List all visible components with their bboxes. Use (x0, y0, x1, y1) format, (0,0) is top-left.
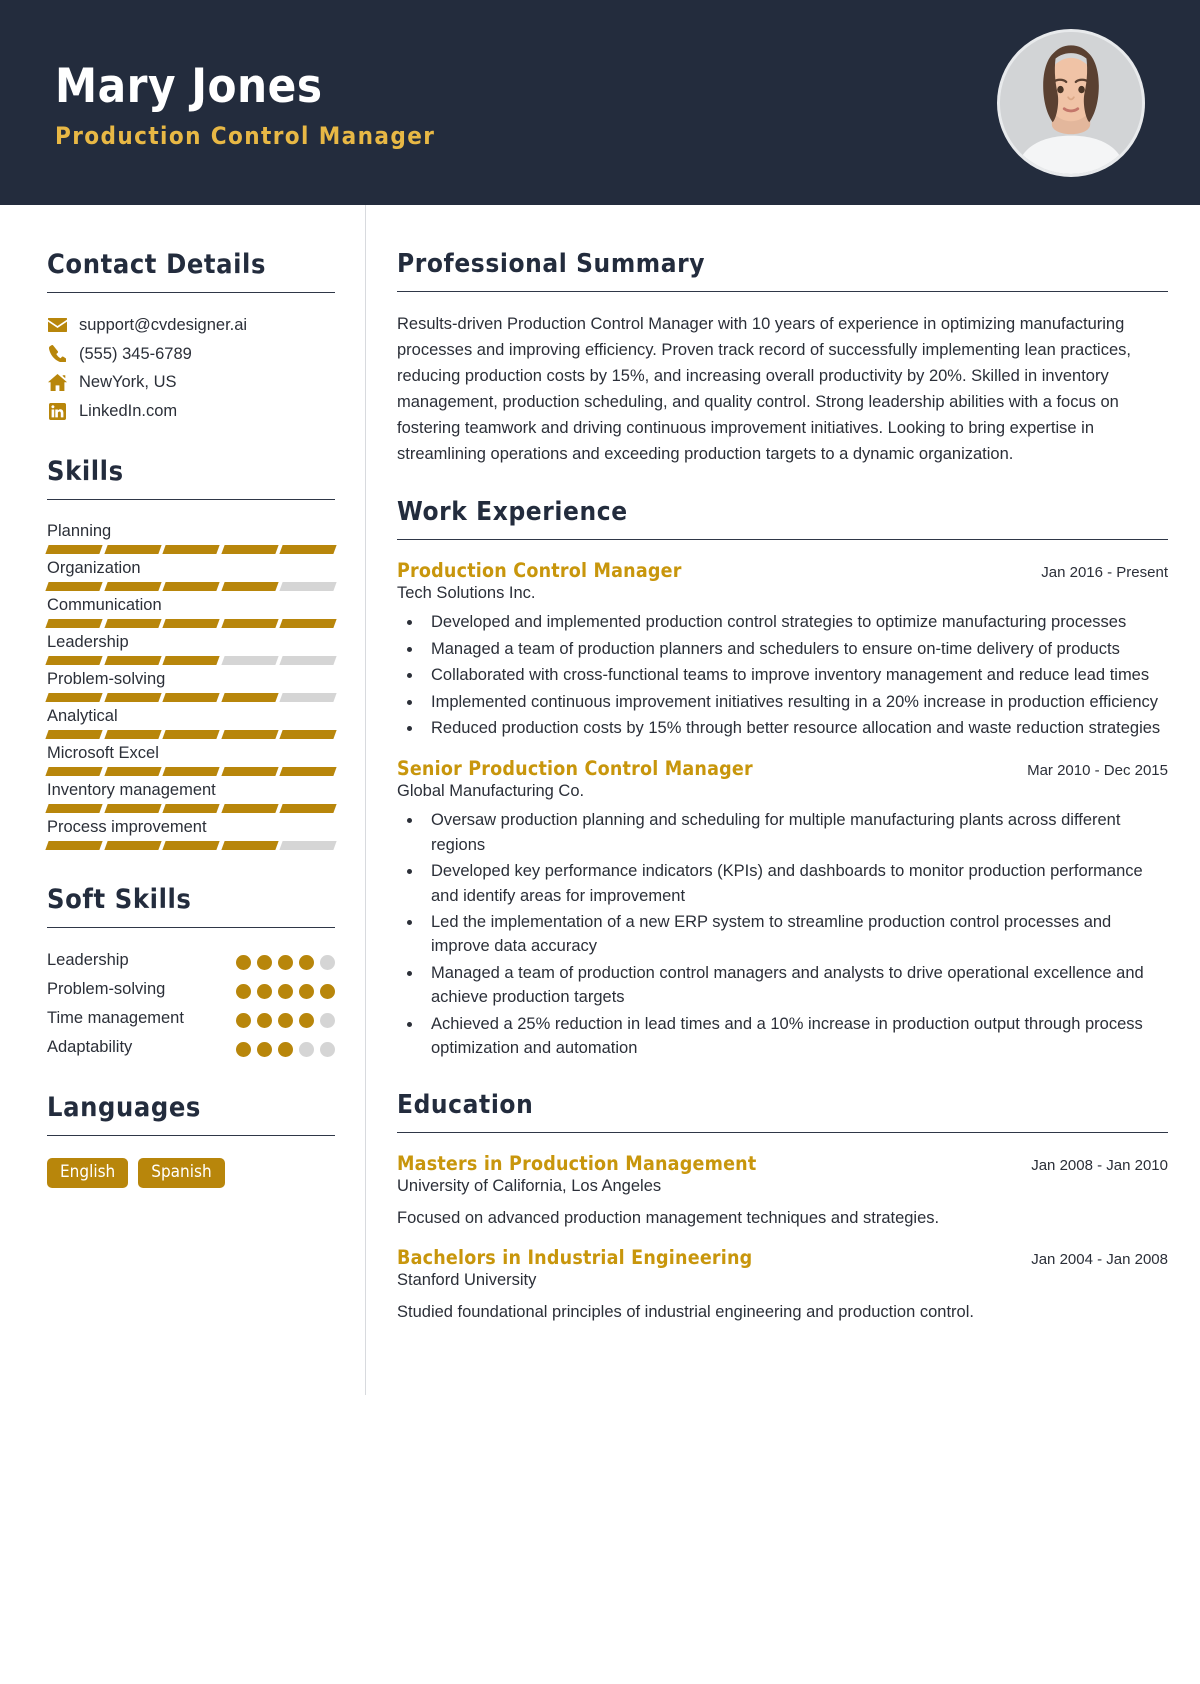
skill-segment (280, 619, 337, 628)
entry-bullet-list (423, 610, 1168, 740)
soft-skill-row (47, 950, 335, 971)
skill-segment (104, 767, 161, 776)
skill-segment (163, 619, 220, 628)
skill-level-bar (47, 767, 335, 776)
skill-segment (45, 767, 102, 776)
section-divider (47, 927, 335, 928)
entry-title: Senior Production Control Manager (397, 757, 753, 781)
rating-dot (278, 1013, 293, 1028)
skill-segment (163, 804, 220, 813)
entry-header (397, 1246, 1168, 1269)
entry-date: Jan 2016 - Present (1041, 564, 1168, 582)
experience-entry (397, 559, 1168, 740)
skill-segment (45, 693, 102, 702)
education-entry (397, 1246, 1168, 1325)
skill-segment (45, 619, 102, 628)
sidebar (0, 205, 365, 1395)
skill-segment (104, 619, 161, 628)
skill-segment (221, 582, 278, 591)
skill-segment (45, 730, 102, 739)
skill-name: Microsoft Excel (47, 743, 159, 762)
page-title: Mary Jones (55, 59, 323, 115)
entry-bullet: • Managed a team of production planners and schedulers to ensure on-time delivery of products (423, 637, 1168, 661)
phone-icon (47, 345, 67, 363)
entry-bullet: • Implemented continuous improvement initiatives resulting in a 20% increase in production efficiency (423, 690, 1168, 714)
education-entry (397, 1152, 1168, 1231)
skill-name: Inventory management (47, 780, 216, 799)
avatar-photo-icon (1000, 32, 1142, 174)
rating-dot (299, 1042, 314, 1057)
soft-skill-row (47, 1008, 335, 1029)
entry-date: Jan 2004 - Jan 2008 (1031, 1251, 1168, 1269)
rating-dot (320, 984, 335, 999)
skill-item (47, 559, 335, 591)
avatar (997, 29, 1145, 177)
entry-organization: University of California, Los Angeles (397, 1177, 662, 1196)
resume-body (0, 205, 1200, 1395)
entry-bullet: • Managed a team of production control managers and analysts to drive operational excellence and achieve production targets (423, 961, 1168, 1010)
languages-section (47, 1092, 335, 1188)
rating-dot (278, 955, 293, 970)
summary-heading: Professional Summary (397, 249, 706, 279)
skill-name: Analytical (47, 706, 118, 725)
skill-name: Problem-solving (47, 669, 166, 688)
contact-location-value: NewYork, US (79, 373, 177, 392)
rating-dot (257, 955, 272, 970)
skill-segment (163, 545, 220, 554)
skill-level-bar (47, 582, 335, 591)
entry-organization: Stanford University (397, 1271, 537, 1290)
skill-segment (280, 730, 337, 739)
languages-heading: Languages (47, 1091, 201, 1123)
skill-segment (280, 582, 337, 591)
contact-phone-value: (555) 345-6789 (79, 344, 192, 363)
skill-level-bar (47, 730, 335, 739)
soft-skill-row (47, 1037, 335, 1058)
entry-date: Jan 2008 - Jan 2010 (1031, 1157, 1168, 1175)
skill-segment (221, 545, 278, 554)
skill-level-bar (47, 841, 335, 850)
language-chip-list (47, 1158, 335, 1188)
contact-heading: Contact Details (47, 249, 267, 280)
entry-bullet: • Collaborated with cross-functional teams to improve inventory management and reduce lead times (423, 663, 1168, 687)
rating-dot (299, 984, 314, 999)
skill-segment (221, 767, 278, 776)
envelope-icon (47, 316, 67, 334)
section-divider (397, 1132, 1168, 1133)
skill-segment (104, 545, 161, 554)
skill-segment (221, 656, 278, 665)
rating-dot (320, 955, 335, 970)
skill-name: Communication (47, 595, 162, 614)
main-column (366, 205, 1200, 1395)
rating-dot (236, 984, 251, 999)
education-heading: Education (397, 1090, 534, 1121)
skill-segment (45, 804, 102, 813)
entry-title: Masters in Production Management (397, 1152, 757, 1176)
skill-item (47, 707, 335, 739)
entry-bullet: • Reduced production costs by 15% through better resource allocation and waste reduction strategies (423, 716, 1168, 740)
skill-level-bar (47, 656, 335, 665)
entry-title: Production Control Manager (397, 559, 682, 583)
skill-segment (280, 841, 337, 850)
soft-skill-name: Problem-solving (47, 979, 166, 998)
soft-skill-row (47, 979, 335, 1000)
skill-segment (221, 804, 278, 813)
resume-header (0, 0, 1200, 205)
contact-item-linkedin[interactable] (47, 401, 335, 422)
skill-segment (163, 730, 220, 739)
soft-skills-heading: Soft Skills (47, 883, 192, 915)
soft-skills-list (47, 950, 335, 1058)
contact-linkedin-value: LinkedIn.com (79, 401, 178, 420)
rating-dot (236, 1013, 251, 1028)
entry-title: Bachelors in Industrial Engineering (397, 1246, 753, 1270)
soft-skill-rating (236, 950, 335, 970)
skill-segment (104, 841, 161, 850)
skill-segment (280, 804, 337, 813)
soft-skill-rating (236, 1008, 335, 1028)
skill-segment (221, 619, 278, 628)
contact-item-email[interactable] (47, 315, 335, 336)
rating-dot (257, 984, 272, 999)
language-chip[interactable]: Spanish (138, 1158, 224, 1188)
skill-segment (104, 804, 161, 813)
section-divider (47, 292, 335, 293)
skill-segment (45, 582, 102, 591)
skill-segment (104, 730, 161, 739)
section-divider (47, 1135, 335, 1136)
entry-date: Mar 2010 - Dec 2015 (1027, 762, 1168, 780)
entry-description: Studied foundational principles of industrial engineering and production control. (397, 1303, 974, 1322)
entry-description: Focused on advanced production management techniques and strategies. (397, 1209, 940, 1228)
education-list (397, 1152, 1168, 1325)
header-text-block (55, 55, 435, 150)
skill-segment (280, 545, 337, 554)
rating-dot (257, 1042, 272, 1057)
rating-dot (236, 1042, 251, 1057)
rating-dot (257, 1013, 272, 1028)
entry-header (397, 757, 1168, 780)
skill-segment (221, 730, 278, 739)
entry-bullet: • Achieved a 25% reduction in lead times and a 10% increase in production output through process optimization and automation (423, 1012, 1168, 1061)
summary-text: Results-driven Production Control Manager with 10 years of experience in optimizing manufacturing processes and improving efficiency. Proven track record of successfully implementing lean practices, reducing production costs by 15%, and increasing overall productivity by 20%. Skilled in inventory management, production scheduling, and quality control. Strong leadership abilities with a focus on fostering teamwork and driving continuous improvement initiatives. Looking to bring expertise in streamlining operations and exceeding production targets to a dynamic organization. (397, 315, 1131, 464)
soft-skill-name: Leadership (47, 950, 129, 969)
skill-segment (280, 767, 337, 776)
entry-bullet: • Developed key performance indicators (KPIs) and dashboards to monitor production performance and identify areas for improvement (423, 859, 1168, 908)
rating-dot (320, 1013, 335, 1028)
entry-bullet: • Oversaw production planning and scheduling for multiple manufacturing plants across different regions (423, 808, 1168, 857)
soft-skill-rating (236, 1037, 335, 1057)
soft-skills-section (47, 884, 335, 1058)
home-icon (47, 374, 67, 392)
entry-header (397, 559, 1168, 582)
contact-section (47, 249, 335, 422)
skill-segment (45, 841, 102, 850)
skill-segment (221, 841, 278, 850)
section-divider (397, 539, 1168, 540)
entry-organization: Tech Solutions Inc. (397, 584, 536, 603)
skill-item (47, 633, 335, 665)
skill-segment (163, 582, 220, 591)
skill-segment (45, 545, 102, 554)
linkedin-icon (47, 402, 67, 420)
rating-dot (236, 955, 251, 970)
skill-segment (163, 841, 220, 850)
experience-entry (397, 757, 1168, 1060)
skill-item (47, 596, 335, 628)
rating-dot (299, 955, 314, 970)
section-divider (47, 499, 335, 500)
skills-section (47, 456, 335, 850)
skill-item (47, 781, 335, 813)
contact-item-phone[interactable] (47, 344, 335, 365)
entry-bullet: • Led the implementation of a new ERP system to streamline production control processes and improve data accuracy (423, 910, 1168, 959)
skill-segment (280, 656, 337, 665)
skill-level-bar (47, 619, 335, 628)
rating-dot (320, 1042, 335, 1057)
education-section (397, 1090, 1168, 1325)
skill-segment (104, 693, 161, 702)
skill-name: Organization (47, 558, 141, 577)
skill-segment (221, 693, 278, 702)
skill-level-bar (47, 545, 335, 554)
entry-bullet: • Developed and implemented production control strategies to optimize manufacturing processes (423, 610, 1168, 634)
contact-list (47, 315, 335, 422)
skill-segment (45, 656, 102, 665)
skill-name: Process improvement (47, 817, 207, 836)
skill-item (47, 522, 335, 554)
summary-section (397, 249, 1168, 467)
skill-item (47, 670, 335, 702)
skill-name: Leadership (47, 632, 129, 651)
experience-section (397, 497, 1168, 1060)
entry-organization: Global Manufacturing Co. (397, 782, 585, 801)
skill-level-bar (47, 804, 335, 813)
rating-dot (278, 1042, 293, 1057)
experience-heading: Work Experience (397, 497, 628, 528)
skill-item (47, 744, 335, 776)
soft-skill-rating (236, 979, 335, 999)
experience-list (397, 559, 1168, 1060)
contact-email-value: support@cvdesigner.ai (79, 316, 248, 334)
skills-list (47, 522, 335, 850)
skill-item (47, 818, 335, 850)
skills-heading: Skills (47, 455, 124, 487)
skill-segment (104, 582, 161, 591)
rating-dot (278, 984, 293, 999)
skill-segment (280, 693, 337, 702)
entry-header (397, 1152, 1168, 1175)
language-chip[interactable]: English (47, 1158, 128, 1188)
contact-item-location[interactable] (47, 372, 335, 393)
skill-segment (104, 656, 161, 665)
skill-segment (163, 693, 220, 702)
section-divider (397, 291, 1168, 292)
entry-bullet-list (423, 808, 1168, 1060)
skill-segment (163, 656, 220, 665)
soft-skill-name: Time management (47, 1008, 184, 1027)
header-job-title: Production Control Manager (55, 121, 436, 150)
skill-segment (163, 767, 220, 776)
rating-dot (299, 1013, 314, 1028)
soft-skill-name: Adaptability (47, 1037, 133, 1056)
skill-name: Planning (47, 521, 112, 540)
skill-level-bar (47, 693, 335, 702)
